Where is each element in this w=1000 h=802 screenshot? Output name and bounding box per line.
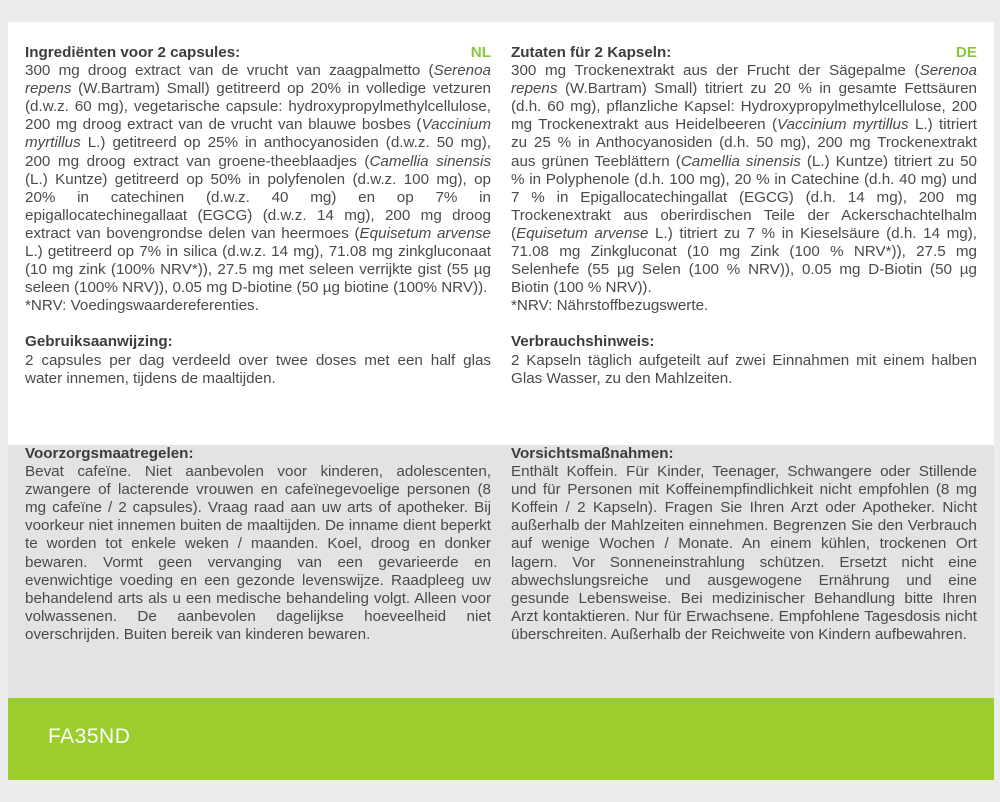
nl-precautions-column (25, 445, 491, 644)
de-latin-name: Camellia sinensis (680, 152, 801, 170)
nl-ingredients-title: Ingrediënten voor 2 capsules: (25, 44, 241, 61)
nl-latin-name: Equisetum arvense (359, 224, 491, 242)
nl-ing-part: L.) getitreerd op 7% in silica (d.w.z. 14 mg), 71.08 mg zinkgluconaat (10 mg zink (100% NRV*)), 27.5 mg met seleen verrijkte gist (55 µg seleen (100% NRV)), 0.05 mg D-biotine (50 µg biotine (100% NRV)). (25, 243, 491, 297)
de-ingredients-title: Zutaten für 2 Kapseln: (511, 44, 672, 61)
de-ing-part: (L.) Kuntze) titriert zu 50 % in Polyphenole (d.h. 100 mg), 20 % in Catechine (d.h. 40 mg) und 7 % in Epigallocatechingallat (EGCG) (d.h. 14 mg), 200 mg Trockenextrakt aus oberirdischen Teile der Ackerschachtelhalm ( (511, 152, 978, 242)
de-ing-part: L.) titriert zu 25 % in Anthocyanosiden (d.h. 50 mg), 200 mg Trockenextrakt aus grünen Teeblättern ( (511, 116, 977, 170)
product-code: FA35ND (48, 725, 131, 748)
de-usage-text: 2 Kapseln täglich aufgeteilt auf zwei Einnahmen mit einem halben Glas Wasser, zu den Mahlzeiten. (511, 351, 977, 387)
nl-ingredients-heading (25, 44, 491, 62)
ingredients-panel (8, 22, 994, 445)
nl-ing-part: 300 mg droog extract van de vrucht van zaagpalmetto ( (25, 62, 434, 80)
de-ingredients-text (511, 62, 977, 297)
nl-ing-part: (W.Bartram) Small) getitreerd op 20% in volledige vetzuren (d.w.z. 60 mg), vegetarische capsule: hydroxypropylmethylcellulose, 200 mg droog extract van de vrucht van blauwe bosbes ( (25, 80, 491, 134)
de-precautions-text: Enthält Koffein. Für Kinder, Teenager, Schwangere oder Stillende und für Personen mit Koffeinempfindlichkeit nicht empfohlen (8 mg Koffein / 2 Kapseln). Fragen Sie Ihren Arzt oder Apotheker. Nicht außerhalb der Mahlzeiten einnehmen. Begrenzen Sie den Verbrauch auf wenige Wochen / Monate. An einem kühlen, trockenen Ort lagern. Vor Sonneneinstrahlung schützen. Ersetzt nicht eine abwechslungsreiche und ausgewogene Ernährung und eine gesunde Lebensweise. Bei medizinischer Behandlung bitte Ihren Arzt kontaktieren. Nur für Erwachsene. Empfohlene Tagesdosis nicht überschreiten. Außerhalb der Reichweite von Kindern aufbewahren. (511, 463, 977, 643)
nl-latin-name: Vaccinium myrtillus (25, 116, 491, 152)
nl-latin-name: Camellia sinensis (369, 152, 491, 170)
de-latin-name: Serenoa repens (511, 62, 977, 98)
nl-ing-part: L.) getitreerd op 25% in anthocyanosiden (d.w.z. 50 mg), 200 mg droog extract van groene-theeblaadjes ( (25, 134, 491, 170)
de-language-badge: DE (955, 44, 977, 61)
nl-ingredients-text (25, 62, 491, 297)
nl-latin-name: Serenoa repens (25, 62, 491, 98)
de-ing-part: (W.Bartram) Small) titriert zu 20 % in gesamte Fettsäuren (d.h. 60 mg), pflanzliche Kapsel: Hydroxypropylmethylcellulose, 200 mg Trockenextrakt aus Heidelbeeren ( (511, 80, 977, 134)
de-latin-name: Vaccinium myrtillus (777, 116, 909, 134)
footer-bar (8, 698, 994, 780)
de-column (511, 44, 977, 388)
nl-usage-title: Gebruiksaanwijzing: (25, 333, 173, 351)
nl-usage-text: 2 capsules per dag verdeeld over twee doses met een half glas water innemen, tijdens de maaltijden. (25, 351, 491, 387)
nl-precautions-text: Bevat cafeïne. Niet aanbevolen voor kinderen, adolescenten, zwangere of lacterende vrouwen en cafeïnegevoelige personen (8 mg cafeïne / 2 capsules). Vraag raad aan uw arts of apotheker. Bij voorkeur niet innemen buiten de maaltijden. De inname dient beperkt te worden tot enkele weken / maanden. Koel, droog en donker bewaren. Vormt geen vervanging van een gevarieerde en evenwichtige voeding en een gezonde levenswijze. Raadpleeg uw behandelend arts als u een medische behandeling volgt. Alleen voor volwassenen. De aanbevolen dagelijkse hoeveelheid niet overschrijden. Buiten bereik van kinderen bewaren. (25, 463, 491, 643)
nl-ing-part: (L.) Kuntze) getitreerd op 50% in polyfenolen (d.w.z. 100 mg), op 20% in catechinen (d.w.z. 40 mg) en op 7% in epigallocatechinegallaat (EGCG) (d.w.z. 14 mg), 200 mg droog extract van bovengrondse delen van heermoes ( (25, 170, 491, 242)
de-nrv-note: *NRV: Nährstoffbezugswerte. (511, 297, 709, 315)
nl-column (25, 44, 491, 388)
nl-language-badge: NL (470, 44, 491, 61)
de-usage-title: Verbrauchshinweis: (511, 333, 655, 351)
de-latin-name: Equisetum arvense (516, 224, 649, 242)
precautions-panel (8, 445, 994, 698)
de-precautions-title: Vorsichtsmaßnahmen: (511, 445, 674, 462)
de-ing-part: 300 mg Trockenextrakt aus der Frucht der Sägepalme ( (511, 62, 920, 80)
nl-precautions-title: Voorzorgsmaatregelen: (25, 445, 194, 462)
de-precautions-column (511, 445, 977, 644)
de-ing-part: L.) titriert zu 7 % in Kieselsäure (d.h. 14 mg), 71.08 mg Zinkgluconat (10 mg Zink (100 % NRV*)), 27.5 mg Selenhefe (55 µg Selen (100 % NRV)), 0.05 mg D-Biotin (50 µg Biotin (100 % NRV)). (511, 224, 977, 297)
de-ingredients-heading (511, 44, 977, 62)
nl-nrv-note: *NRV: Voedingswaardereferenties. (25, 297, 259, 315)
